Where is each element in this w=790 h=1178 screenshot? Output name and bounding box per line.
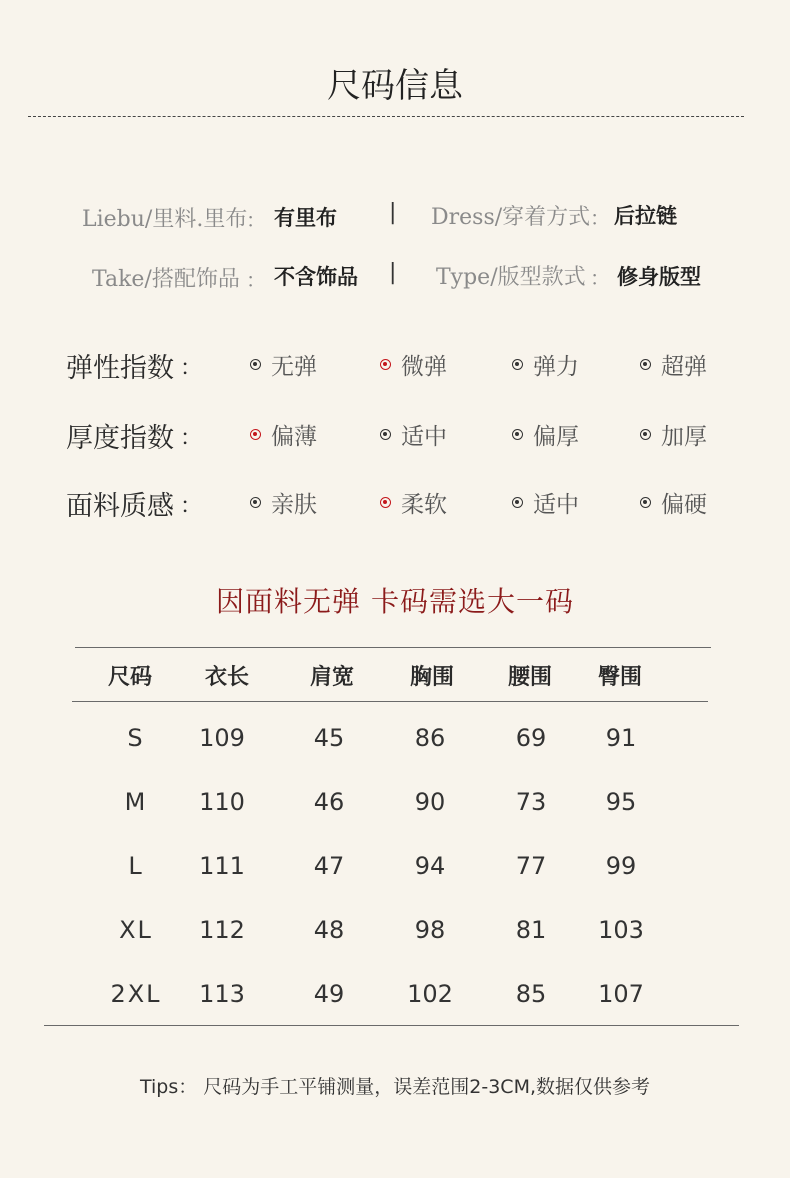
index-option-label: 适中 [401,424,447,450]
info-label: Liebu/里料.里布 [82,207,248,232]
info-row-2 [0,256,790,296]
index-option [250,418,317,451]
table-header-cell: 衣长 [204,664,249,690]
index-option [512,486,579,519]
size-cell: L [128,852,144,880]
index-row [0,480,790,524]
info-label: Take/搭配饰品 [92,267,240,292]
index-label: 厚度指数 [66,423,174,454]
table-header-cell: 腰围 [507,664,552,690]
selected-radio-icon [380,497,391,508]
info-separator: | [389,260,397,285]
index-option-label: 适中 [533,492,579,518]
measurement-cell: 112 [199,916,245,944]
size-cell: XL [119,916,153,944]
table-header-cell: 尺码 [107,664,152,690]
measurement-cell: 107 [598,980,644,1008]
index-option-label: 偏厚 [533,424,579,450]
measurement-cell: 98 [414,916,446,944]
title-divider [28,116,744,117]
index-option-label: 微弹 [401,354,447,380]
measurement-cell: 46 [313,788,345,816]
table-top-rule [75,647,711,648]
index-option [380,486,447,519]
index-colon: ： [180,426,203,451]
radio-icon [640,497,651,508]
measurement-cell: 77 [515,852,547,880]
table-row [0,916,790,948]
info-value: 有里布 [274,206,337,230]
measurement-cell: 69 [515,724,547,752]
measurement-cell: 81 [515,916,547,944]
measurement-cell: 99 [605,852,637,880]
measurement-cell: 103 [598,916,644,944]
index-row [0,342,790,386]
info-label: Dress/穿着方式 [431,205,591,230]
table-row [0,788,790,820]
info-separator: | [389,200,397,225]
radio-icon [640,429,651,440]
size-cell: S [127,724,145,752]
index-row [0,412,790,456]
index-option [640,418,707,451]
index-option [640,486,707,519]
index-option-label: 柔软 [401,492,447,518]
size-notice: 因面料无弹 卡码需选大一码 [216,585,574,618]
measurement-cell: 109 [199,724,245,752]
table-header-cell: 胸围 [409,664,454,690]
radio-icon [512,497,523,508]
selected-radio-icon [250,429,261,440]
info-colon: ： [246,268,266,292]
measurement-cell: 73 [515,788,547,816]
measurement-cell: 48 [313,916,345,944]
tips-text: Tips： 尺码为手工平铺测量，误差范围2-3CM,数据仅供参考 [139,1076,651,1098]
info-label: Type/版型款式 [436,265,586,290]
info-value: 后拉链 [614,204,677,228]
measurement-cell: 113 [199,980,245,1008]
radio-icon [512,359,523,370]
index-option-label: 偏薄 [271,424,317,450]
index-option [250,348,317,381]
page-title: 尺码信息 [327,66,463,106]
size-cell: 2XL [110,980,162,1008]
info-colon: ： [590,206,610,230]
index-option [512,418,579,451]
radio-icon [380,429,391,440]
info-row-1 [0,196,790,236]
measurement-cell: 45 [313,724,345,752]
measurement-cell: 95 [605,788,637,816]
size-cell: M [124,788,148,816]
measurement-cell: 111 [199,852,245,880]
index-option [380,348,447,381]
measurement-cell: 86 [414,724,446,752]
table-row [0,980,790,1012]
index-option-label: 亲肤 [271,492,317,518]
measurement-cell: 47 [313,852,345,880]
table-bottom-rule [44,1025,739,1026]
table-row [0,852,790,884]
info-colon: ： [246,208,266,232]
index-label: 面料质感 [66,491,174,522]
index-option-label: 超弹 [661,354,707,380]
measurement-cell: 49 [313,980,345,1008]
index-option-label: 偏硬 [661,492,707,518]
measurement-cell: 110 [199,788,245,816]
index-option [512,348,579,381]
index-option [640,348,707,381]
radio-icon [250,359,261,370]
table-header-cell: 臀围 [597,664,642,690]
table-header-cell: 肩宽 [309,664,354,690]
info-value: 不含饰品 [274,265,358,289]
info-value: 修身版型 [617,265,701,289]
selected-radio-icon [380,359,391,370]
index-option-label: 弹力 [533,354,579,380]
radio-icon [250,497,261,508]
table-header-rule [72,701,708,702]
table-header [0,658,790,692]
index-colon: ： [180,494,203,519]
index-option [250,486,317,519]
measurement-cell: 94 [414,852,446,880]
measurement-cell: 102 [407,980,453,1008]
radio-icon [512,429,523,440]
index-label: 弹性指数 [66,353,174,384]
radio-icon [640,359,651,370]
info-colon: ： [590,266,610,290]
measurement-cell: 90 [414,788,446,816]
measurement-cell: 85 [515,980,547,1008]
index-option-label: 加厚 [661,424,707,450]
index-option-label: 无弹 [271,354,317,380]
measurement-cell: 91 [605,724,637,752]
index-colon: ： [180,356,203,381]
table-row [0,724,790,756]
index-option [380,418,447,451]
